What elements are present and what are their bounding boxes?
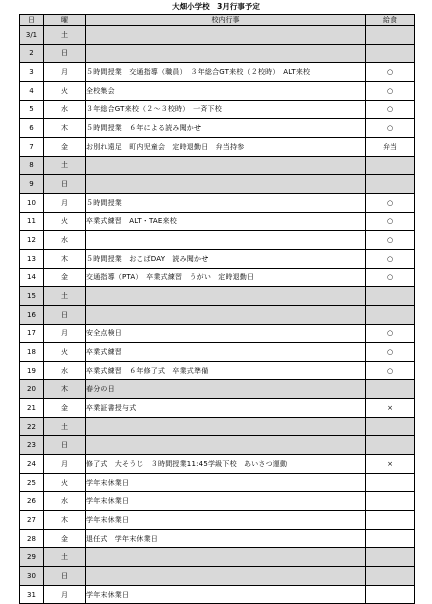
table-row xyxy=(20,361,415,380)
lunch-cell: ○ xyxy=(366,119,415,138)
date-cell: 20 xyxy=(20,380,44,399)
day-of-week-cell: 木 xyxy=(44,511,86,530)
event-cell: 交通指導（PTA） 卒業式練習 うがい 定時退勤日 xyxy=(86,268,366,287)
event-cell: 学年末休業日 xyxy=(86,473,366,492)
table-row xyxy=(20,529,415,548)
day-of-week-cell: 水 xyxy=(44,492,86,511)
event-cell: ３年総合GT来校（２～３校時） 一斉下校 xyxy=(86,100,366,119)
date-cell: 3/1 xyxy=(20,26,44,45)
table-row xyxy=(20,455,415,474)
lunch-cell xyxy=(366,156,415,175)
date-cell: 10 xyxy=(20,193,44,212)
lunch-cell: ○ xyxy=(366,212,415,231)
lunch-cell: ○ xyxy=(366,343,415,362)
table-row xyxy=(20,156,415,175)
day-of-week-cell: 月 xyxy=(44,324,86,343)
table-row xyxy=(20,119,415,138)
page-title: 大畑小学校 3月行事予定 xyxy=(172,2,260,11)
event-cell xyxy=(86,287,366,306)
lunch-cell xyxy=(366,305,415,324)
header-date: 日 xyxy=(20,15,44,26)
table-row xyxy=(20,81,415,100)
lunch-cell xyxy=(366,511,415,530)
event-cell: ５時間授業 ６年による読み聞かせ xyxy=(86,119,366,138)
event-cell: 卒業証書授与式 xyxy=(86,399,366,418)
table-row xyxy=(20,63,415,82)
lunch-cell: ○ xyxy=(366,100,415,119)
lunch-cell xyxy=(366,175,415,194)
schedule-rows xyxy=(20,26,415,604)
date-cell: 26 xyxy=(20,492,44,511)
date-cell: 15 xyxy=(20,287,44,306)
lunch-cell xyxy=(366,492,415,511)
date-cell: 6 xyxy=(20,119,44,138)
lunch-cell xyxy=(366,287,415,306)
day-of-week-cell: 日 xyxy=(44,567,86,586)
day-of-week-cell: 火 xyxy=(44,343,86,362)
event-cell: 学年末休業日 xyxy=(86,492,366,511)
date-cell: 9 xyxy=(20,175,44,194)
day-of-week-cell: 月 xyxy=(44,455,86,474)
lunch-cell: × xyxy=(366,455,415,474)
date-cell: 18 xyxy=(20,343,44,362)
table-row xyxy=(20,231,415,250)
table-row xyxy=(20,175,415,194)
day-of-week-cell: 火 xyxy=(44,473,86,492)
day-of-week-cell: 日 xyxy=(44,305,86,324)
day-of-week-cell: 木 xyxy=(44,380,86,399)
lunch-cell xyxy=(366,529,415,548)
event-cell: ５時間授業 交通指導（職員） ３年総合GT来校（２校時） ALT来校 xyxy=(86,63,366,82)
table-row xyxy=(20,548,415,567)
day-of-week-cell: 金 xyxy=(44,137,86,156)
lunch-cell xyxy=(366,44,415,63)
event-cell: 卒業式練習 xyxy=(86,343,366,362)
table-row xyxy=(20,567,415,586)
day-of-week-cell: 木 xyxy=(44,249,86,268)
day-of-week-cell: 土 xyxy=(44,417,86,436)
lunch-cell: ○ xyxy=(366,231,415,250)
day-of-week-cell: 月 xyxy=(44,585,86,604)
table-row xyxy=(20,492,415,511)
date-cell: 17 xyxy=(20,324,44,343)
date-cell: 3 xyxy=(20,63,44,82)
day-of-week-cell: 木 xyxy=(44,119,86,138)
table-row xyxy=(20,193,415,212)
date-cell: 23 xyxy=(20,436,44,455)
date-cell: 25 xyxy=(20,473,44,492)
event-cell xyxy=(86,567,366,586)
table-row xyxy=(20,137,415,156)
lunch-cell xyxy=(366,26,415,45)
day-of-week-cell: 土 xyxy=(44,548,86,567)
table-row xyxy=(20,380,415,399)
day-of-week-cell: 土 xyxy=(44,156,86,175)
event-cell xyxy=(86,436,366,455)
lunch-cell: × xyxy=(366,399,415,418)
date-cell: 7 xyxy=(20,137,44,156)
day-of-week-cell: 土 xyxy=(44,26,86,45)
date-cell: 21 xyxy=(20,399,44,418)
lunch-cell xyxy=(366,436,415,455)
event-cell xyxy=(86,231,366,250)
header-event: 校内行事 xyxy=(86,15,366,26)
lunch-cell: ○ xyxy=(366,63,415,82)
event-cell: 安全点検日 xyxy=(86,324,366,343)
event-cell: 春分の日 xyxy=(86,380,366,399)
event-cell: お別れ遠足 町内児童会 定時退勤日 弁当持参 xyxy=(86,137,366,156)
day-of-week-cell: 土 xyxy=(44,287,86,306)
table-row xyxy=(20,511,415,530)
day-of-week-cell: 月 xyxy=(44,193,86,212)
header-day-of-week: 曜 xyxy=(44,15,86,26)
day-of-week-cell: 火 xyxy=(44,212,86,231)
day-of-week-cell: 金 xyxy=(44,529,86,548)
day-of-week-cell: 水 xyxy=(44,100,86,119)
date-cell: 30 xyxy=(20,567,44,586)
day-of-week-cell: 火 xyxy=(44,81,86,100)
table-row xyxy=(20,417,415,436)
table-row xyxy=(20,399,415,418)
lunch-cell: ○ xyxy=(366,249,415,268)
lunch-cell xyxy=(366,585,415,604)
date-cell: 31 xyxy=(20,585,44,604)
event-cell: 学年末休業日 xyxy=(86,585,366,604)
table-row xyxy=(20,585,415,604)
event-cell: 卒業式練習 ALT・TAE来校 xyxy=(86,212,366,231)
lunch-cell: ○ xyxy=(366,81,415,100)
table-row xyxy=(20,343,415,362)
event-cell xyxy=(86,156,366,175)
lunch-cell xyxy=(366,380,415,399)
date-cell: 4 xyxy=(20,81,44,100)
date-cell: 29 xyxy=(20,548,44,567)
table-row xyxy=(20,473,415,492)
day-of-week-cell: 日 xyxy=(44,436,86,455)
event-cell xyxy=(86,548,366,567)
lunch-cell xyxy=(366,567,415,586)
day-of-week-cell: 金 xyxy=(44,399,86,418)
date-cell: 12 xyxy=(20,231,44,250)
date-cell: 22 xyxy=(20,417,44,436)
date-cell: 27 xyxy=(20,511,44,530)
lunch-cell xyxy=(366,548,415,567)
table-row xyxy=(20,44,415,63)
table-row xyxy=(20,436,415,455)
event-cell xyxy=(86,44,366,63)
event-cell xyxy=(86,417,366,436)
date-cell: 5 xyxy=(20,100,44,119)
event-cell xyxy=(86,26,366,45)
date-cell: 24 xyxy=(20,455,44,474)
lunch-cell: 弁当 xyxy=(366,137,415,156)
table-row xyxy=(20,305,415,324)
event-cell: 修了式 大そうじ ３時間授業11:45学級下校 あいさつ運動 xyxy=(86,455,366,474)
table-row xyxy=(20,212,415,231)
event-cell xyxy=(86,175,366,194)
day-of-week-cell: 水 xyxy=(44,361,86,380)
event-cell: 退任式 学年末休業日 xyxy=(86,529,366,548)
header-lunch: 給食 xyxy=(366,15,415,26)
event-cell: 学年末休業日 xyxy=(86,511,366,530)
date-cell: 8 xyxy=(20,156,44,175)
date-cell: 13 xyxy=(20,249,44,268)
day-of-week-cell: 月 xyxy=(44,63,86,82)
event-cell: 卒業式練習 ６年修了式 卒業式準備 xyxy=(86,361,366,380)
schedule-table xyxy=(19,14,415,604)
lunch-cell xyxy=(366,473,415,492)
date-cell: 14 xyxy=(20,268,44,287)
header-row xyxy=(20,15,415,26)
lunch-cell: ○ xyxy=(366,193,415,212)
event-cell xyxy=(86,305,366,324)
lunch-cell xyxy=(366,417,415,436)
day-of-week-cell: 金 xyxy=(44,268,86,287)
date-cell: 2 xyxy=(20,44,44,63)
lunch-cell: ○ xyxy=(366,268,415,287)
event-cell: 全校集会 xyxy=(86,81,366,100)
table-row xyxy=(20,268,415,287)
event-cell: ５時間授業 xyxy=(86,193,366,212)
date-cell: 28 xyxy=(20,529,44,548)
lunch-cell: ○ xyxy=(366,324,415,343)
date-cell: 11 xyxy=(20,212,44,231)
day-of-week-cell: 水 xyxy=(44,231,86,250)
date-cell: 16 xyxy=(20,305,44,324)
table-row xyxy=(20,249,415,268)
lunch-cell: ○ xyxy=(366,361,415,380)
table-row xyxy=(20,324,415,343)
day-of-week-cell: 日 xyxy=(44,175,86,194)
table-row xyxy=(20,287,415,306)
day-of-week-cell: 日 xyxy=(44,44,86,63)
table-row xyxy=(20,26,415,45)
event-cell: ５時間授業 おこばDAY 読み聞かせ xyxy=(86,249,366,268)
date-cell: 19 xyxy=(20,361,44,380)
table-row xyxy=(20,100,415,119)
